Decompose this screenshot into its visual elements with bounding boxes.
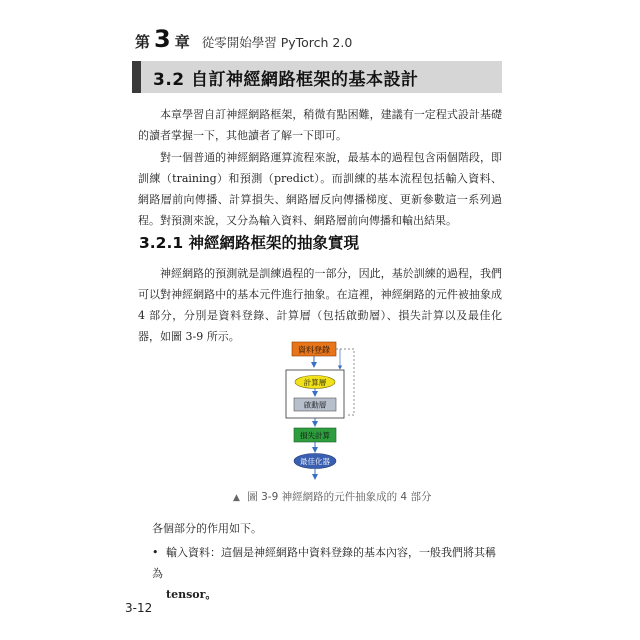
figure-caption-text: 圖 3-9 神經網路的元件抽象成的 4 部分: [247, 491, 432, 503]
chapter-number: 3: [154, 25, 171, 53]
bullet-icon: •: [152, 546, 159, 559]
section-bar: [132, 61, 141, 93]
figure-caption: [233, 489, 431, 504]
list-item-text: 輸入資料：這個是神經網路中資料登錄的基本內容，一般我們將其稱為: [152, 546, 496, 580]
section-title: 3.2 自訂神經網路框架的基本設計: [153, 69, 419, 90]
node-loss-label: 損失計算: [300, 431, 330, 440]
chapter-header: [135, 27, 352, 53]
list-item: [152, 542, 502, 605]
page-number: 3-12: [125, 601, 153, 615]
subsection-title: 3.2.1 神經網路框架的抽象實現: [139, 234, 360, 252]
section-paragraph-1: 本章學習自訂神經網路框架，稍微有點困難，建議有一定程式設計基礎的讀者掌握一下，其他讀者了解一下即可。: [138, 108, 502, 142]
node-input-label: 資料登錄: [298, 345, 330, 355]
feedback-dashed-line: [336, 349, 354, 415]
caption-triangle-icon: ▲: [233, 493, 240, 503]
list-item-continuation: tensor。: [166, 588, 217, 601]
node-activation-label: 啟動層: [303, 400, 327, 410]
chapter-suffix: 章: [174, 33, 190, 51]
chapter-title: 從零開始學習 PyTorch 2.0: [201, 35, 353, 50]
section-paragraph-2: 對一個普通的神經網路運算流程來說，最基本的過程包含兩個階段，即訓練（training）和預測（predict）。而訓練的基本流程包括輸入資料、網路層前向傳播、計算損失、網路層反向傳播梯度、更新參數這一系列過程。對預測來說，又分為輸入資料、網路層前向傳播和輸出結果。: [138, 151, 502, 227]
chapter-prefix: 第: [135, 33, 151, 51]
section-banner: [132, 61, 502, 93]
subsection-paragraph: 神經網路的預測就是訓練過程的一部分，因此，基於訓練的過程，我們可以對神經網路中的基本元件進行抽象。在這裡，神經網路的元件被抽象成 4 部分，分別是資料登錄、計算層（包括啟動層）、損失計算以及最佳化器，如圖 3-9 所示。: [138, 267, 502, 343]
component-diagram: [280, 333, 360, 483]
node-optimizer-label: 最佳化器: [300, 457, 330, 466]
list-intro: 各個部分的作用如下。: [152, 522, 262, 535]
node-compute-label: 計算層: [303, 378, 327, 387]
